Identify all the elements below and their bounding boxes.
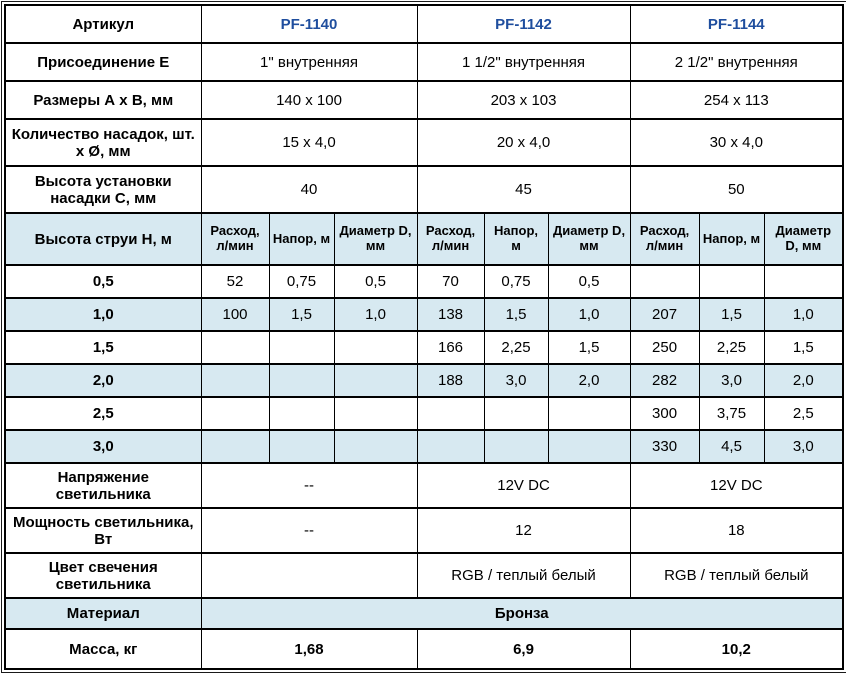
material-label: Материал	[5, 598, 201, 629]
dimensions-value-2: 203 x 103	[417, 81, 630, 119]
jet-cell: 2,25	[484, 331, 548, 364]
jet-cell: 4,5	[699, 430, 764, 463]
lamp-voltage-value-1: --	[201, 463, 417, 508]
install-height-value-3: 50	[630, 166, 843, 213]
jet-h-value: 1,0	[5, 298, 201, 331]
jet-cell	[334, 364, 417, 397]
table-outer-frame	[1, 1, 846, 673]
col-header-diameter-3: Диаметр D, мм	[764, 213, 843, 265]
connection-value-2: 1 1/2" внутренняя	[417, 43, 630, 81]
jet-cell	[417, 430, 484, 463]
article-code-pf1142: PF-1142	[417, 5, 630, 43]
jet-row-0-5	[5, 265, 843, 298]
jet-cell	[201, 430, 269, 463]
install-height-row	[5, 166, 843, 213]
jet-cell: 3,0	[484, 364, 548, 397]
col-header-head-2: Напор, м	[484, 213, 548, 265]
dimensions-value-3: 254 x 113	[630, 81, 843, 119]
jet-cell: 0,5	[334, 265, 417, 298]
jet-cell	[201, 364, 269, 397]
jet-height-label: Высота струи Н, м	[5, 213, 201, 265]
jet-cell	[699, 265, 764, 298]
jet-cell: 2,0	[548, 364, 630, 397]
jet-cell: 250	[630, 331, 699, 364]
nozzle-spec-table	[4, 4, 844, 670]
jet-cell: 2,5	[764, 397, 843, 430]
jet-cell: 3,0	[764, 430, 843, 463]
install-height-label: Высота установки насадки С, мм	[5, 166, 201, 213]
connection-value-3: 2 1/2" внутренняя	[630, 43, 843, 81]
jet-cell	[269, 397, 334, 430]
jet-cell: 1,0	[334, 298, 417, 331]
install-height-value-1: 40	[201, 166, 417, 213]
lamp-power-label: Мощность светильника, Вт	[5, 508, 201, 553]
jet-h-value: 2,0	[5, 364, 201, 397]
mass-value-2: 6,9	[417, 629, 630, 669]
article-code-pf1144: PF-1144	[630, 5, 843, 43]
mass-label: Масса, кг	[5, 629, 201, 669]
lamp-power-value-2: 12	[417, 508, 630, 553]
jet-h-value: 0,5	[5, 265, 201, 298]
lamp-color-label: Цвет свечения светильника	[5, 553, 201, 598]
jet-cell: 138	[417, 298, 484, 331]
lamp-voltage-label: Напряжение светильника	[5, 463, 201, 508]
jet-row-3-0	[5, 430, 843, 463]
jet-cell: 0,75	[269, 265, 334, 298]
nozzle-count-value-1: 15 x 4,0	[201, 119, 417, 166]
jet-cell: 1,5	[269, 298, 334, 331]
col-header-flow-1: Расход, л/мин	[201, 213, 269, 265]
nozzle-count-value-2: 20 x 4,0	[417, 119, 630, 166]
dimensions-label: Размеры А х В, мм	[5, 81, 201, 119]
jet-cell: 70	[417, 265, 484, 298]
lamp-power-row	[5, 508, 843, 553]
jet-cell	[484, 430, 548, 463]
jet-cell: 1,5	[484, 298, 548, 331]
mass-value-1: 1,68	[201, 629, 417, 669]
jet-cell: 3,75	[699, 397, 764, 430]
jet-cell: 0,5	[548, 265, 630, 298]
jet-cell: 52	[201, 265, 269, 298]
lamp-color-value-2: RGB / теплый белый	[417, 553, 630, 598]
jet-cell: 188	[417, 364, 484, 397]
mass-value-3: 10,2	[630, 629, 843, 669]
material-row	[5, 598, 843, 629]
jet-cell	[417, 397, 484, 430]
connection-label: Присоединение Е	[5, 43, 201, 81]
jet-h-value: 1,5	[5, 331, 201, 364]
article-row	[5, 5, 843, 43]
jet-cell	[548, 430, 630, 463]
col-header-diameter-2: Диаметр D, мм	[548, 213, 630, 265]
jet-header-row	[5, 213, 843, 265]
dimensions-value-1: 140 x 100	[201, 81, 417, 119]
lamp-voltage-value-2: 12V DC	[417, 463, 630, 508]
jet-cell: 2,0	[764, 364, 843, 397]
jet-cell: 1,5	[764, 331, 843, 364]
jet-row-1-0	[5, 298, 843, 331]
jet-cell: 2,25	[699, 331, 764, 364]
jet-cell	[201, 397, 269, 430]
install-height-value-2: 45	[417, 166, 630, 213]
col-header-head-3: Напор, м	[699, 213, 764, 265]
jet-cell: 1,0	[764, 298, 843, 331]
lamp-color-value-1	[201, 553, 417, 598]
dimensions-row	[5, 81, 843, 119]
jet-cell: 1,0	[548, 298, 630, 331]
lamp-power-value-3: 18	[630, 508, 843, 553]
jet-cell: 282	[630, 364, 699, 397]
lamp-color-value-3: RGB / теплый белый	[630, 553, 843, 598]
mass-row	[5, 629, 843, 669]
jet-cell: 166	[417, 331, 484, 364]
jet-cell	[548, 397, 630, 430]
col-header-head-1: Напор, м	[269, 213, 334, 265]
jet-cell: 1,5	[699, 298, 764, 331]
nozzle-count-label: Количество насадок, шт. х Ø, мм	[5, 119, 201, 166]
jet-cell	[201, 331, 269, 364]
jet-cell: 207	[630, 298, 699, 331]
jet-cell	[630, 265, 699, 298]
lamp-color-row	[5, 553, 843, 598]
jet-h-value: 3,0	[5, 430, 201, 463]
col-header-flow-2: Расход, л/мин	[417, 213, 484, 265]
nozzle-count-row	[5, 119, 843, 166]
material-value: Бронза	[201, 598, 843, 629]
lamp-voltage-value-3: 12V DC	[630, 463, 843, 508]
jet-cell	[764, 265, 843, 298]
jet-cell	[484, 397, 548, 430]
jet-cell: 300	[630, 397, 699, 430]
jet-cell	[269, 331, 334, 364]
col-header-diameter-1: Диаметр D, мм	[334, 213, 417, 265]
jet-cell	[269, 430, 334, 463]
jet-cell: 0,75	[484, 265, 548, 298]
nozzle-count-value-3: 30 x 4,0	[630, 119, 843, 166]
jet-cell	[334, 397, 417, 430]
jet-cell: 1,5	[548, 331, 630, 364]
jet-row-1-5	[5, 331, 843, 364]
jet-row-2-5	[5, 397, 843, 430]
jet-cell: 3,0	[699, 364, 764, 397]
jet-cell	[334, 331, 417, 364]
col-header-flow-3: Расход, л/мин	[630, 213, 699, 265]
jet-cell	[269, 364, 334, 397]
article-code-pf1140: PF-1140	[201, 5, 417, 43]
lamp-power-value-1: --	[201, 508, 417, 553]
lamp-voltage-row	[5, 463, 843, 508]
connection-value-1: 1" внутренняя	[201, 43, 417, 81]
jet-cell: 100	[201, 298, 269, 331]
jet-h-value: 2,5	[5, 397, 201, 430]
jet-row-2-0	[5, 364, 843, 397]
jet-cell	[334, 430, 417, 463]
jet-cell: 330	[630, 430, 699, 463]
article-label: Артикул	[5, 5, 201, 43]
connection-row	[5, 43, 843, 81]
